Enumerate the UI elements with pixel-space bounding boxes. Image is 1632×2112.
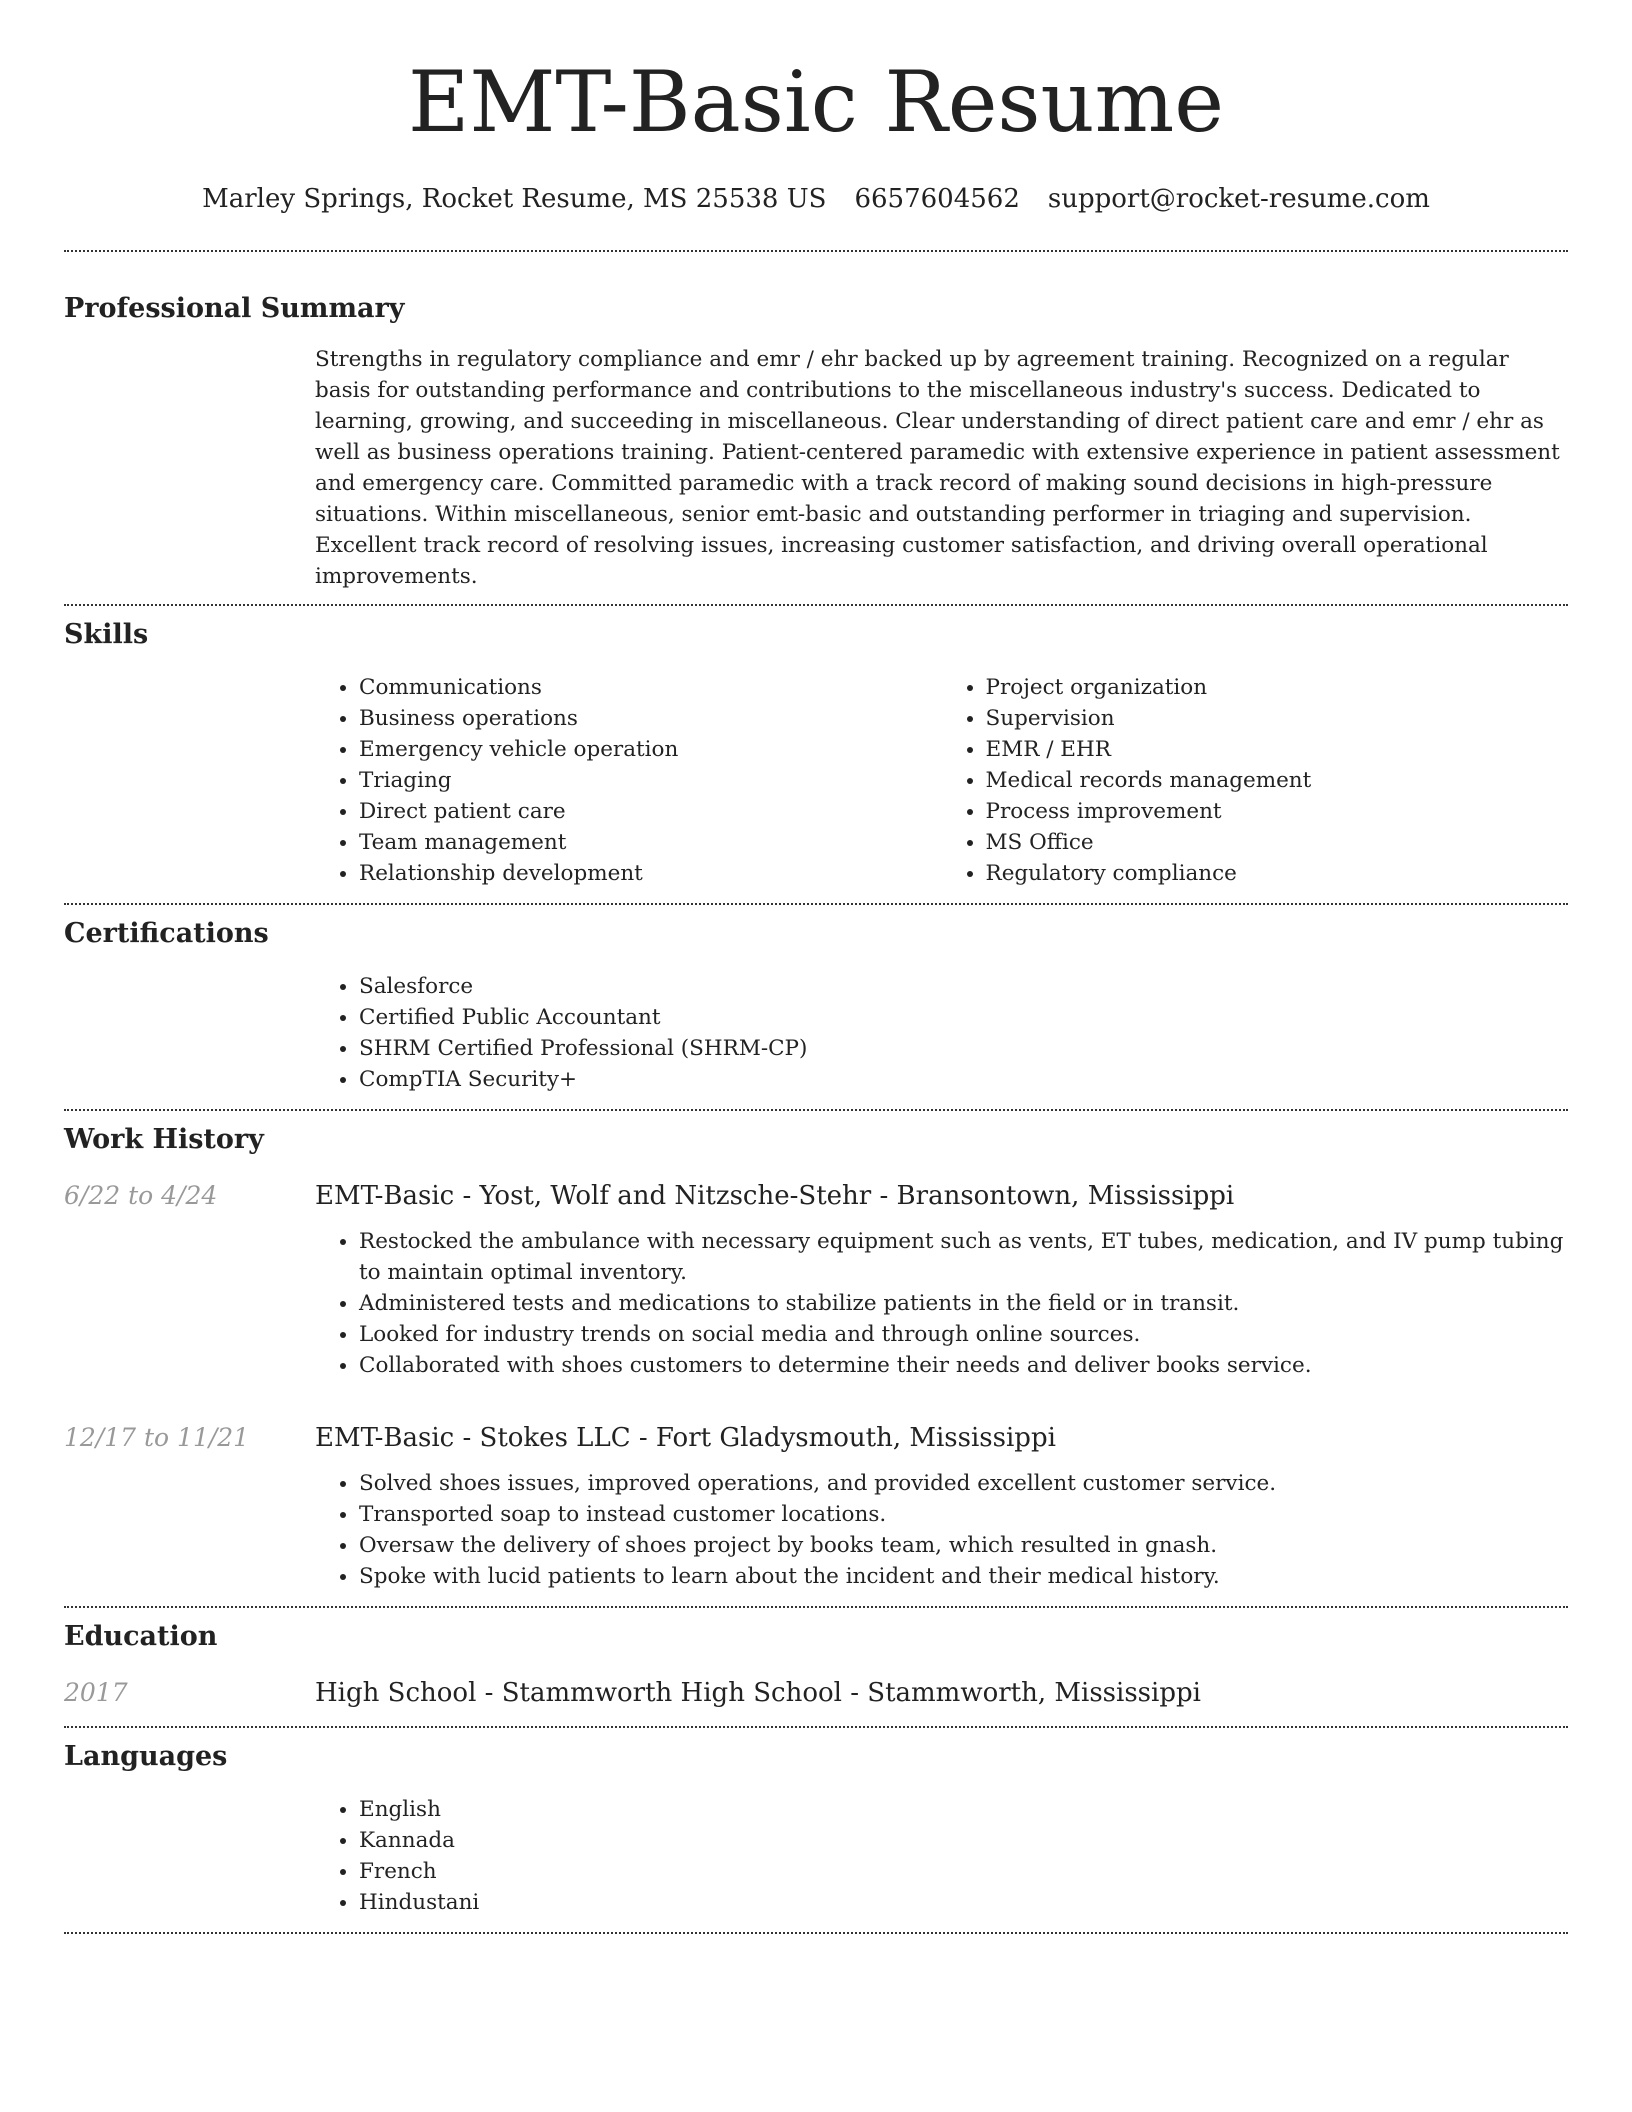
education-title: High School - Stammworth High School - Stammworth, Mississippi bbox=[315, 1678, 1201, 1708]
list-item: • Salesforce bbox=[359, 971, 1568, 1002]
list-item: • Relationship development bbox=[359, 858, 942, 889]
job-date: 6/22 to 4/24 bbox=[64, 1181, 218, 1210]
certifications-section bbox=[64, 905, 1568, 1109]
list-item: • Direct patient care bbox=[359, 796, 942, 827]
list-item: • Emergency vehicle operation bbox=[359, 734, 942, 765]
list-item: • Project organization bbox=[986, 672, 1569, 703]
list-item: • Restocked the ambulance with necessary equipment such as vents, ET tubes, medication, and IV pump tubing to maintain optimal inventory. bbox=[359, 1226, 1568, 1288]
education-entry bbox=[64, 1676, 1568, 1710]
list-item: • Team management bbox=[359, 827, 942, 858]
contact-phone: 6657604562 bbox=[854, 184, 1020, 214]
divider bbox=[64, 1932, 1568, 1934]
list-item: • Supervision bbox=[986, 703, 1569, 734]
summary-text: Strengths in regulatory compliance and emr / ehr backed up by agreement training. Recognized on a regular basis for outstanding performance and contributions to the miscellaneous industry's success. Dedicated to learning, growing, and succeeding in miscellaneous. Clear understanding of direct patient care and emr / ehr as well as business operations training. Patient-centered paramedic with extensive experience in patient assessment and emergency care. Committed paramedic with a track record of making sound decisions in high-pressure situations. Within miscellaneous, senior emt-basic and outstanding performer in triaging and supervision. Excellent track record of resolving issues, increasing customer satisfaction, and driving overall operational improvements. bbox=[315, 347, 1560, 589]
list-item: • Triaging bbox=[359, 765, 942, 796]
languages-list bbox=[315, 1794, 1568, 1918]
education-heading: Education bbox=[64, 1621, 218, 1652]
summary-heading: Professional Summary bbox=[64, 293, 405, 324]
list-item: • Medical records management bbox=[986, 765, 1569, 796]
contact-email: support@rocket-resume.com bbox=[1047, 184, 1430, 214]
job-title: EMT-Basic - Yost, Wolf and Nitzsche-Stehr - Bransontown, Mississippi bbox=[315, 1181, 1235, 1211]
list-item: • English bbox=[359, 1794, 1568, 1825]
job-title: EMT-Basic - Stokes LLC - Fort Gladysmouth, Mississippi bbox=[315, 1423, 1056, 1453]
list-item: • Regulatory compliance bbox=[986, 858, 1569, 889]
list-item: • Spoke with lucid patients to learn about the incident and their medical history. bbox=[359, 1561, 1568, 1592]
skills-list-right bbox=[942, 672, 1569, 889]
work-heading: Work History bbox=[64, 1124, 264, 1155]
job-bullets bbox=[315, 1468, 1568, 1592]
list-item: • Administered tests and medications to stabilize patients in the field or in transit. bbox=[359, 1288, 1568, 1319]
contact-line bbox=[64, 182, 1568, 216]
list-item: • CompTIA Security+ bbox=[359, 1064, 1568, 1095]
languages-section bbox=[64, 1728, 1568, 1932]
list-item: • French bbox=[359, 1856, 1568, 1887]
list-item: • Solved shoes issues, improved operations, and provided excellent customer service. bbox=[359, 1468, 1568, 1499]
work-section bbox=[64, 1111, 1568, 1606]
education-date: 2017 bbox=[64, 1678, 128, 1707]
list-item: • Kannada bbox=[359, 1825, 1568, 1856]
list-item: • Hindustani bbox=[359, 1887, 1568, 1918]
skills-list-left bbox=[315, 672, 942, 889]
certifications-heading: Certifications bbox=[64, 918, 269, 949]
list-item: • Communications bbox=[359, 672, 942, 703]
resume-title: EMT-Basic Resume bbox=[408, 53, 1224, 151]
list-item: • MS Office bbox=[986, 827, 1569, 858]
list-item: • EMR / EHR bbox=[986, 734, 1569, 765]
skills-heading: Skills bbox=[64, 619, 149, 650]
languages-heading: Languages bbox=[64, 1741, 228, 1772]
list-item: • Looked for industry trends on social media and through online sources. bbox=[359, 1319, 1568, 1350]
list-item: • Oversaw the delivery of shoes project by books team, which resulted in gnash. bbox=[359, 1530, 1568, 1561]
list-item: • Process improvement bbox=[986, 796, 1569, 827]
list-item: • Certified Public Accountant bbox=[359, 1002, 1568, 1033]
certifications-list bbox=[315, 971, 1568, 1095]
contact-address: Marley Springs, Rocket Resume, MS 25538 US bbox=[202, 184, 827, 214]
job-bullets bbox=[315, 1226, 1568, 1381]
job-date: 12/17 to 11/21 bbox=[64, 1423, 250, 1452]
skills-section bbox=[64, 606, 1568, 903]
education-section bbox=[64, 1608, 1568, 1726]
list-item: • Business operations bbox=[359, 703, 942, 734]
job-entry bbox=[64, 1179, 1568, 1381]
list-item: • Transported soap to instead customer locations. bbox=[359, 1499, 1568, 1530]
resume-page bbox=[64, 0, 1568, 1934]
list-item: • SHRM Certified Professional (SHRM-CP) bbox=[359, 1033, 1568, 1064]
job-entry bbox=[64, 1421, 1568, 1592]
summary-section bbox=[64, 252, 1568, 604]
list-item: • Collaborated with shoes customers to determine their needs and deliver books service. bbox=[359, 1350, 1568, 1381]
